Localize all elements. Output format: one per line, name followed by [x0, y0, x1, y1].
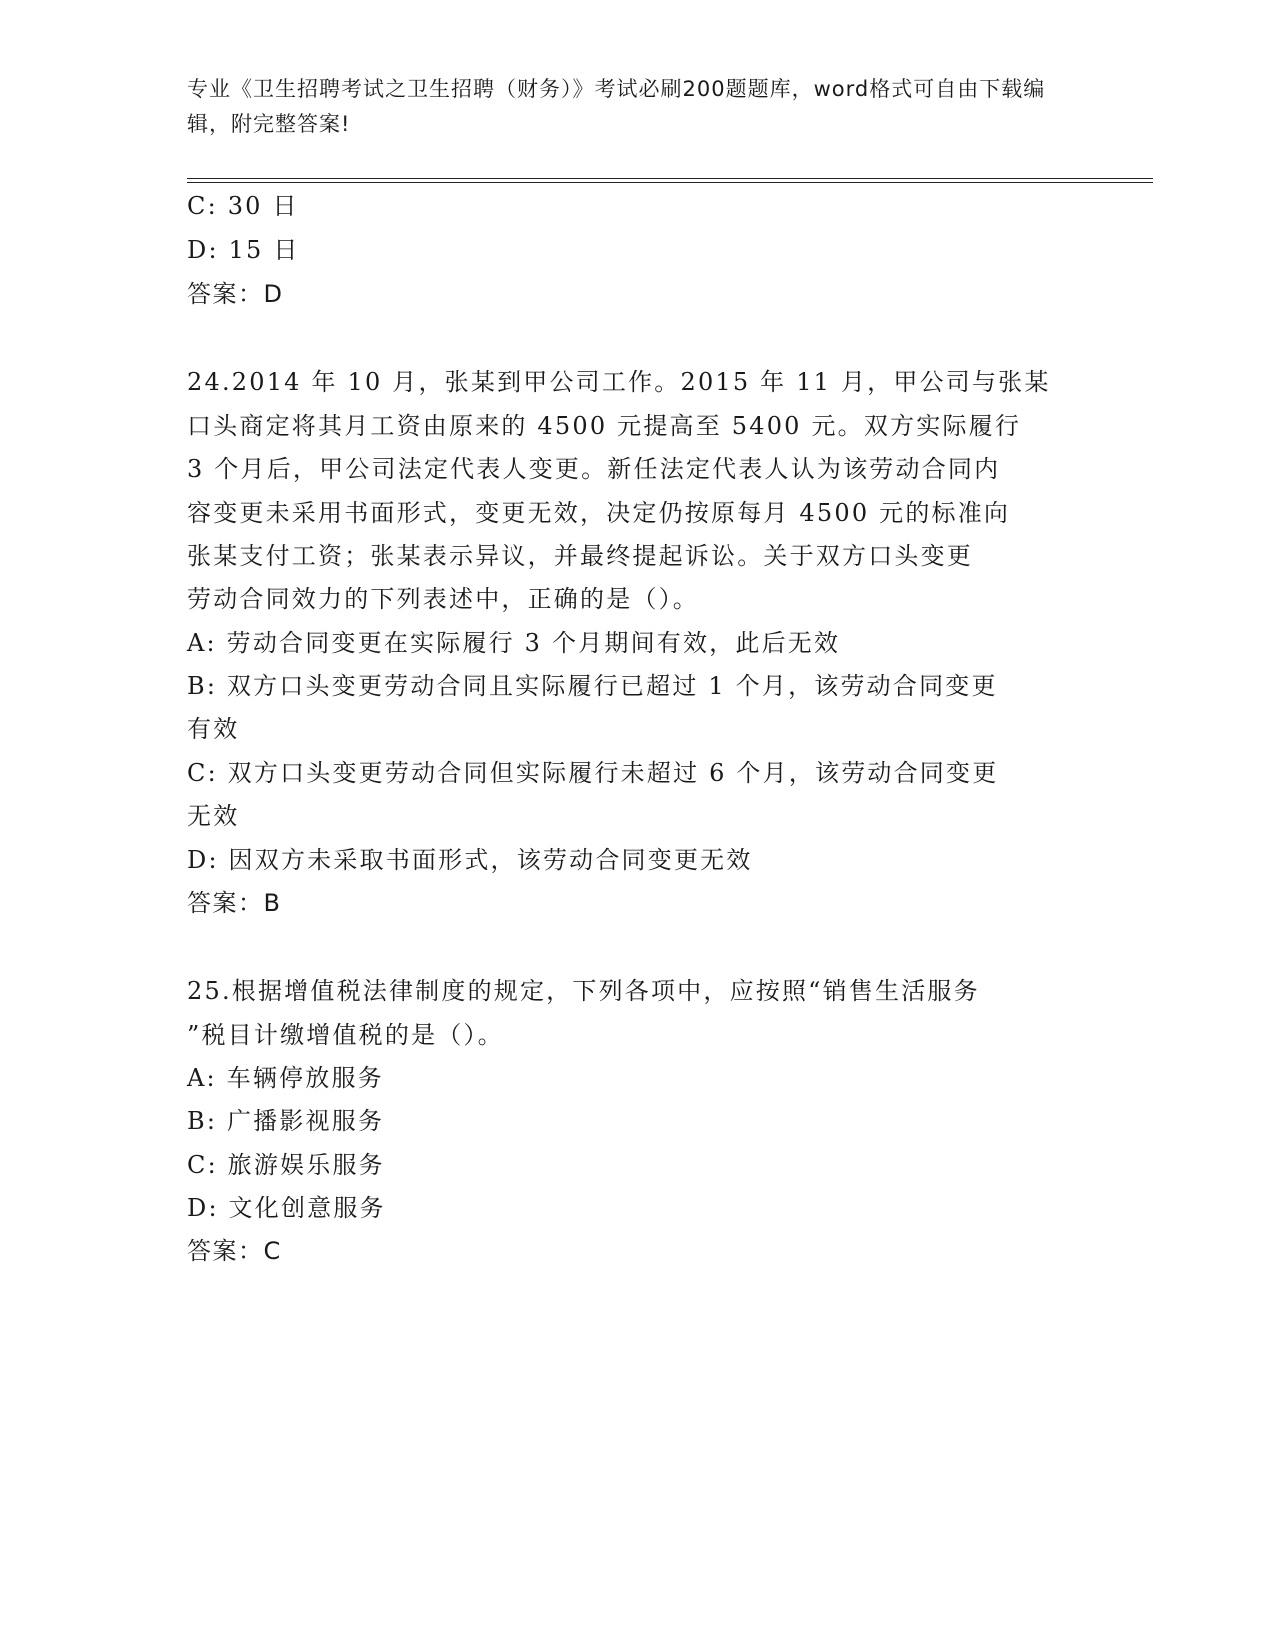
option-c-continuation: 无效: [187, 802, 240, 830]
option-a: A: 车辆停放服务: [187, 1064, 384, 1092]
option-d: D: 因双方未采取书面形式，该劳动合同变更无效: [187, 846, 753, 874]
question-stem-line: 25.根据增值税法律制度的规定，下列各项中，应按照“销售生活服务: [187, 977, 980, 1005]
option-b: B: 广播影视服务: [187, 1107, 385, 1135]
header-divider: [187, 182, 1153, 183]
option-d: D: 文化创意服务: [187, 1194, 386, 1222]
option-d: D: 15 日: [187, 236, 300, 264]
option-a: A: 劳动合同变更在实际履行 3 个月期间有效，此后无效: [187, 629, 841, 657]
question-stem-line: 张某支付工资；张某表示异议，并最终提起诉讼。关于双方口头变更: [187, 542, 973, 570]
header-divider: [187, 178, 1153, 179]
option-c: C: 30 日: [187, 192, 299, 220]
option-c: C: 旅游娱乐服务: [187, 1151, 385, 1179]
answer-line: 答案：B: [187, 889, 282, 917]
question-stem-line: 口头商定将其月工资由原来的 4500 元提高至 5400 元。双方实际履行: [187, 412, 1022, 440]
answer-line: 答案：C: [187, 1237, 282, 1265]
option-c: C: 双方口头变更劳动合同但实际履行未超过 6 个月，该劳动合同变更: [187, 759, 999, 787]
option-b: B: 双方口头变更劳动合同且实际履行已超过 1 个月，该劳动合同变更: [187, 672, 998, 700]
question-stem-line: ”税目计缴增值税的是（）。: [187, 1021, 504, 1049]
answer-line: 答案：D: [187, 280, 284, 308]
question-stem-line: 劳动合同效力的下列表述中，正确的是（）。: [187, 585, 699, 613]
question-stem-line: 3 个月后，甲公司法定代表人变更。新任法定代表人认为该劳动合同内: [187, 455, 1001, 483]
page-header: 专业《卫生招聘考试之卫生招聘（财务）》考试必刷200题题库，word格式可自由下载编辑，附完整答案!: [187, 77, 1046, 136]
option-b-continuation: 有效: [187, 715, 240, 743]
question-stem-line: 24.2014 年 10 月，张某到甲公司工作。2015 年 11 月，甲公司与张某: [187, 368, 1051, 396]
question-stem-line: 容变更未采用书面形式，变更无效，决定仍按原每月 4500 元的标准向: [187, 499, 1011, 527]
